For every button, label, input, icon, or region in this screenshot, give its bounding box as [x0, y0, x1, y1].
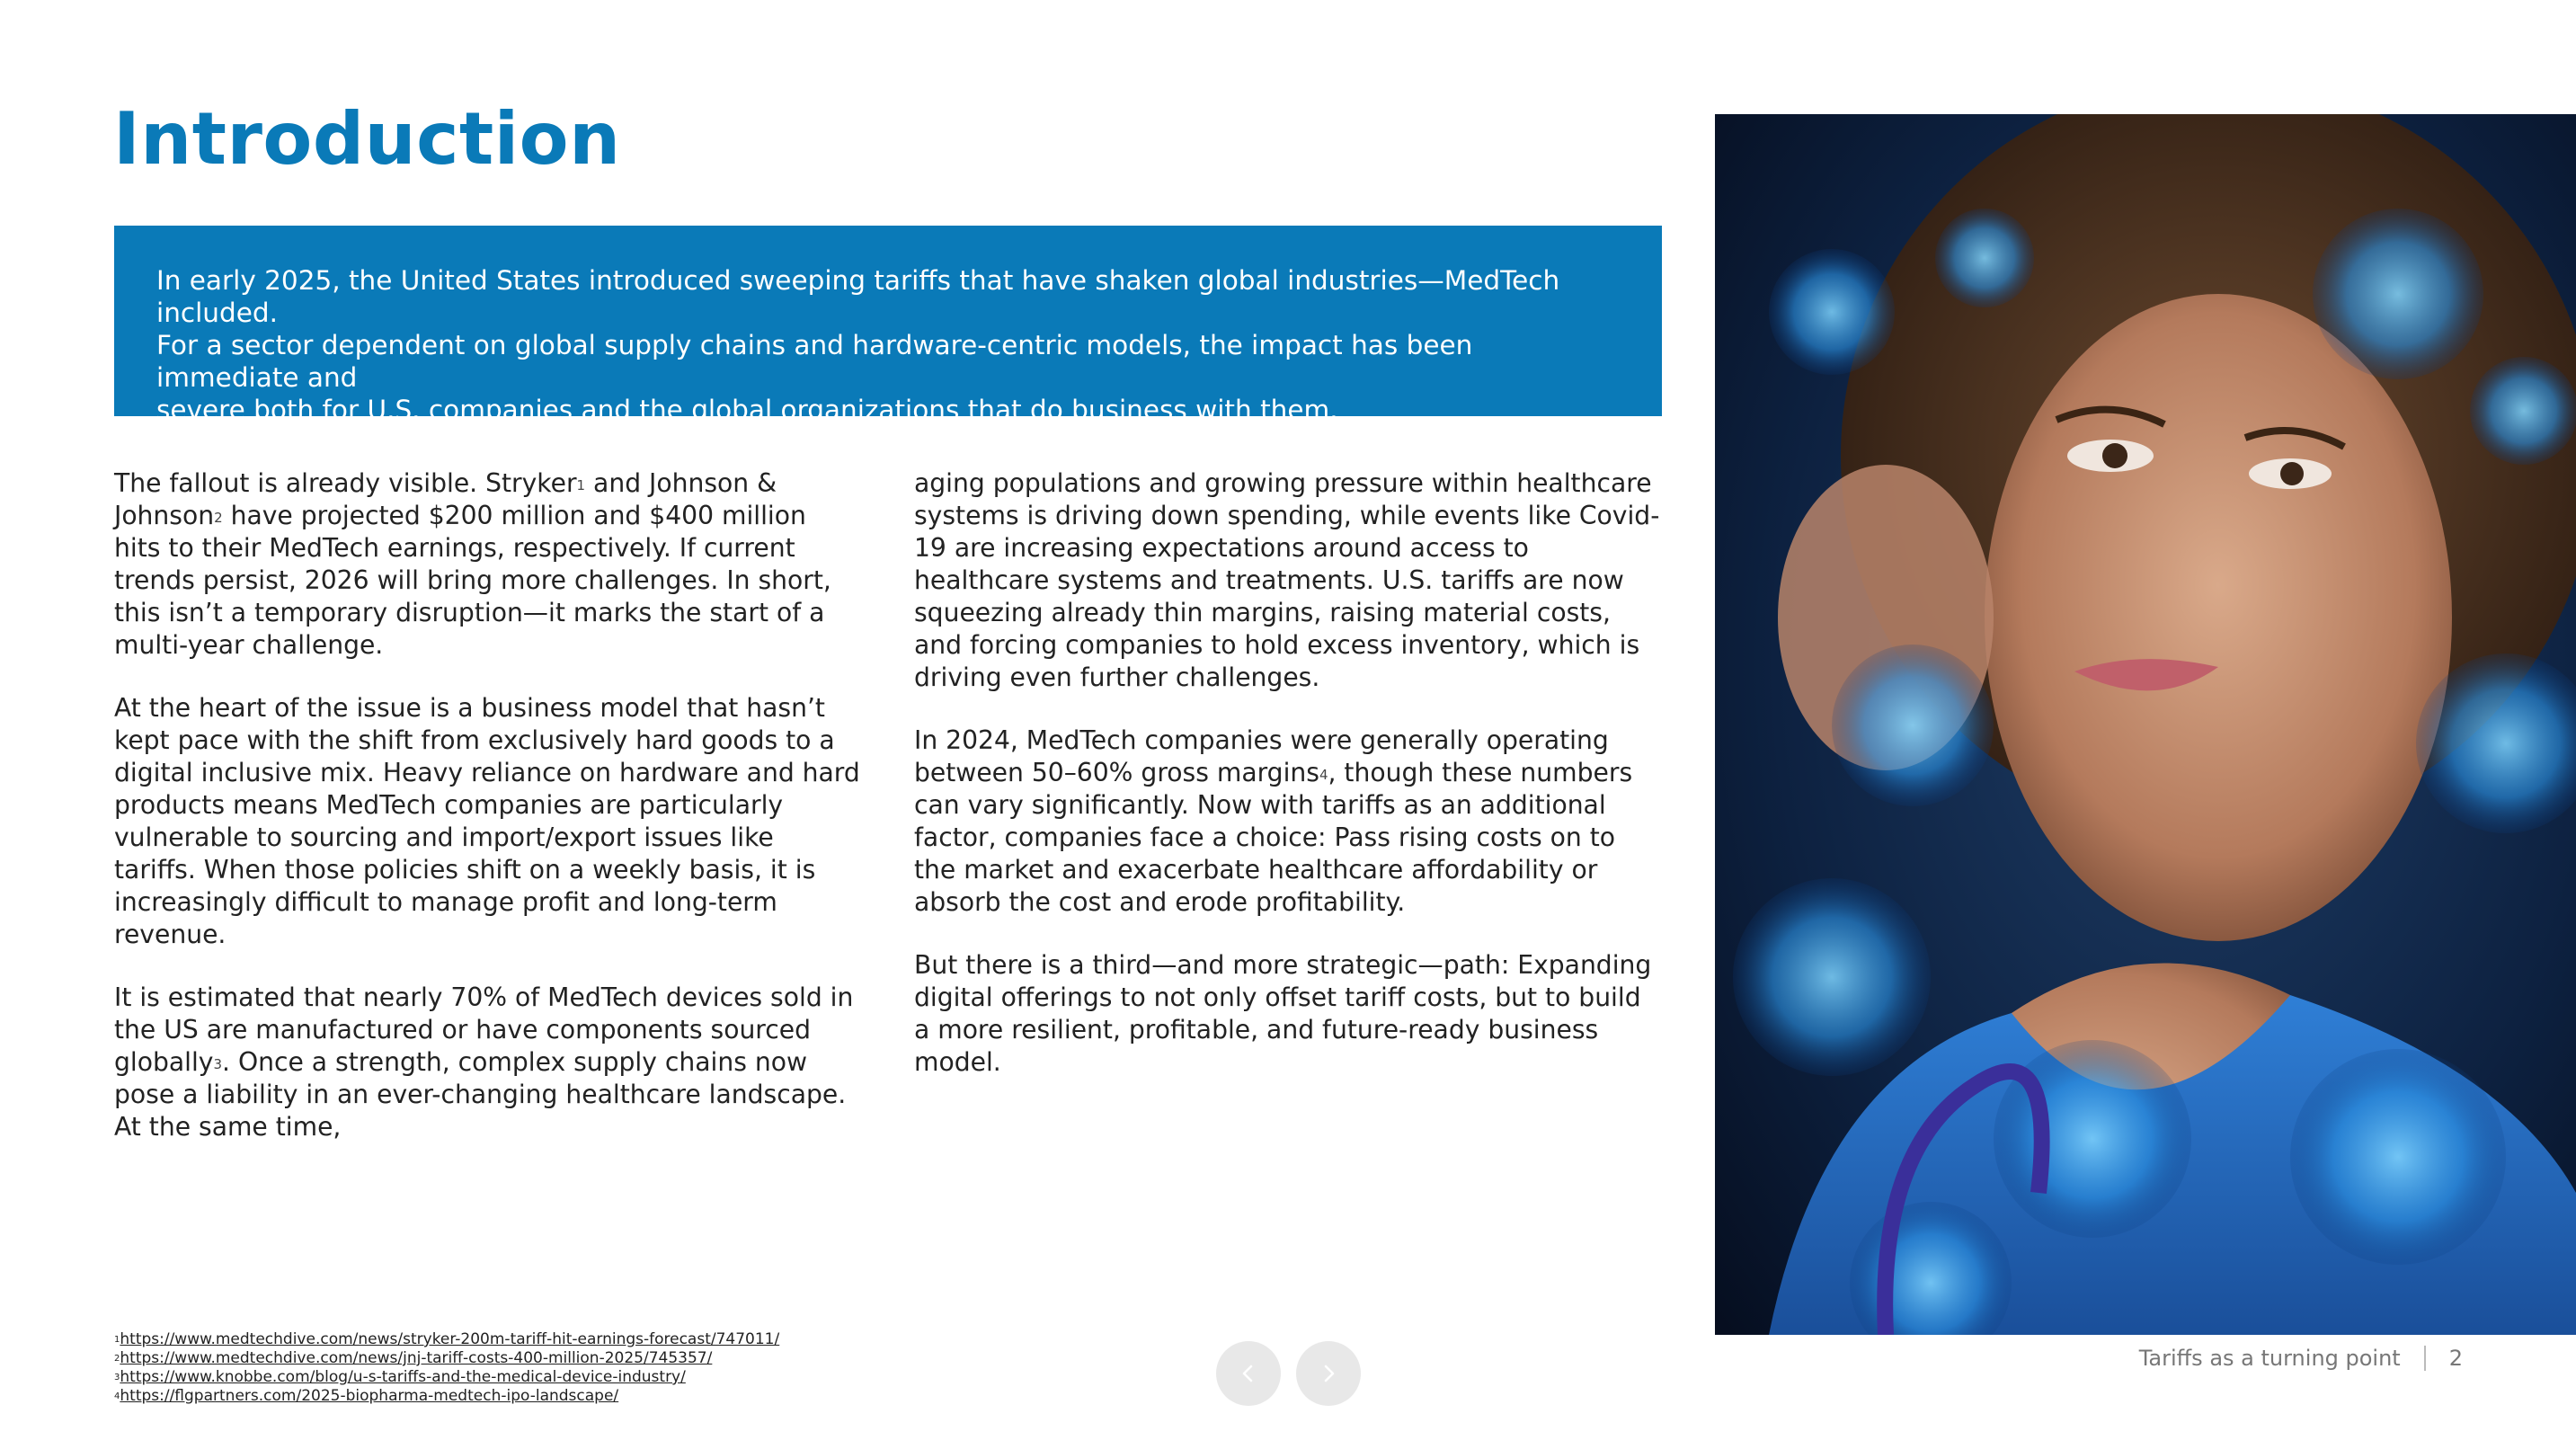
- chevron-left-icon: [1236, 1361, 1261, 1386]
- intro-line-2: For a sector dependent on global supply chains and hardware-centric models, the impact has been immediate and: [156, 330, 1473, 393]
- paragraph-supply-chain: [114, 982, 860, 1143]
- page-number: 2: [2448, 1346, 2463, 1371]
- intro-line-3: severe both for U.S. companies and the global organizations that do business with them.: [156, 395, 1338, 425]
- next-page-button[interactable]: [1296, 1341, 1361, 1406]
- footnote-ref-1: 1: [576, 477, 586, 493]
- footnote-number: 3: [114, 1373, 120, 1382]
- footnote-4: [114, 1387, 1103, 1406]
- document-title: Tariffs as a turning point: [2138, 1346, 2401, 1371]
- body-column-right: [914, 467, 1660, 1109]
- footnote-link[interactable]: https://www.knobbe.com/blog/u-s-tariffs-and-the-medical-device-industry/: [120, 1368, 686, 1386]
- footnote-link[interactable]: https://www.medtechdive.com/news/jnj-tariff-costs-400-million-2025/745357/: [120, 1349, 713, 1367]
- paragraph-aging-populations: aging populations and growing pressure within healthcare systems is driving down spending, while events like Covid-19 are increasing expectations around access to healthcare systems and treatments. U.S. tariffs are now squeezing already thin margins, raising material costs, and forcing companies to hold excess inventory, which is driving even further challenges.: [914, 468, 1660, 692]
- paragraph-text: have projected $200 million and $400 million hits to their MedTech earnings, respectively. If current trends persist, 2026 will bring more challenges. In short, this isn’t a temporary disruption—it marks the start of a multi-year challenge.: [114, 501, 831, 660]
- paragraph-business-model: At the heart of the issue is a business model that hasn’t kept pace with the shift from exclusively hard goods to a digital inclusive mix. Heavy reliance on hardware and hard products means MedTech companies are particularly vulnerable to sourcing and import/export issues like tariffs. When those policies shift on a weekly basis, it is increasingly difficult to manage profit and long-term revenue.: [114, 693, 860, 949]
- footnote-3: [114, 1368, 1103, 1387]
- paragraph-text: It is estimated that nearly 70% of MedTech devices sold in the US are manufactured or have components sourced globally: [114, 982, 854, 1077]
- footnote-number: 1: [114, 1335, 120, 1345]
- footer-divider: [2424, 1346, 2426, 1371]
- paragraph-text: and Johnson & Johnson: [114, 468, 777, 530]
- footnote-ref-3: 3: [213, 1056, 223, 1072]
- footnote-link[interactable]: https://www.medtechdive.com/news/stryker-200m-tariff-hit-earnings-forecast/747011/: [120, 1330, 780, 1348]
- paragraph-text: . Once a strength, complex supply chains now pose a liability in an ever-changing healthcare landscape. At the same time,: [114, 1047, 847, 1142]
- footnote-2: [114, 1349, 1103, 1368]
- chevron-right-icon: [1316, 1361, 1341, 1386]
- paragraph-margins: [914, 724, 1660, 919]
- page-title: Introduction: [113, 97, 621, 181]
- footnotes: [114, 1330, 1103, 1406]
- intro-line-1: In early 2025, the United States introduced sweeping tariffs that have shaken global industries—MedTech included.: [156, 265, 1560, 328]
- footnote-ref-4: 4: [1319, 767, 1328, 783]
- photo-illustration: [1715, 114, 2576, 1335]
- footnote-number: 4: [114, 1391, 120, 1401]
- paragraph-text: , though these numbers can vary significantly. Now with tariffs as an additional factor, companies face a choice: Pass rising costs on to the market and exacerbate healthcare affordability or absorb the cost and erode profitability.: [914, 758, 1633, 917]
- footnote-1: [114, 1330, 1103, 1349]
- footnote-ref-2: 2: [214, 510, 223, 526]
- intro-callout: [114, 226, 1662, 425]
- clinician-brain-scan-photo: [1715, 114, 2576, 1335]
- paragraph-fallout: [114, 467, 860, 662]
- paragraph-third-path: But there is a third—and more strategic—path: Expanding digital offerings to not only offset tariff costs, but to build a more resilient, profitable, and future-ready business model.: [914, 950, 1652, 1077]
- footnote-link[interactable]: https://flgpartners.com/2025-biopharma-medtech-ipo-landscape/: [120, 1387, 619, 1405]
- footnote-number: 2: [114, 1354, 120, 1364]
- paragraph-text: The fallout is already visible. Stryker: [114, 468, 577, 498]
- paragraph-text: In 2024, MedTech companies were generally operating between 50–60% gross margins: [914, 725, 1609, 787]
- previous-page-button[interactable]: [1216, 1341, 1281, 1406]
- page-footer: [2139, 1346, 2463, 1371]
- body-column-left: [114, 467, 860, 1174]
